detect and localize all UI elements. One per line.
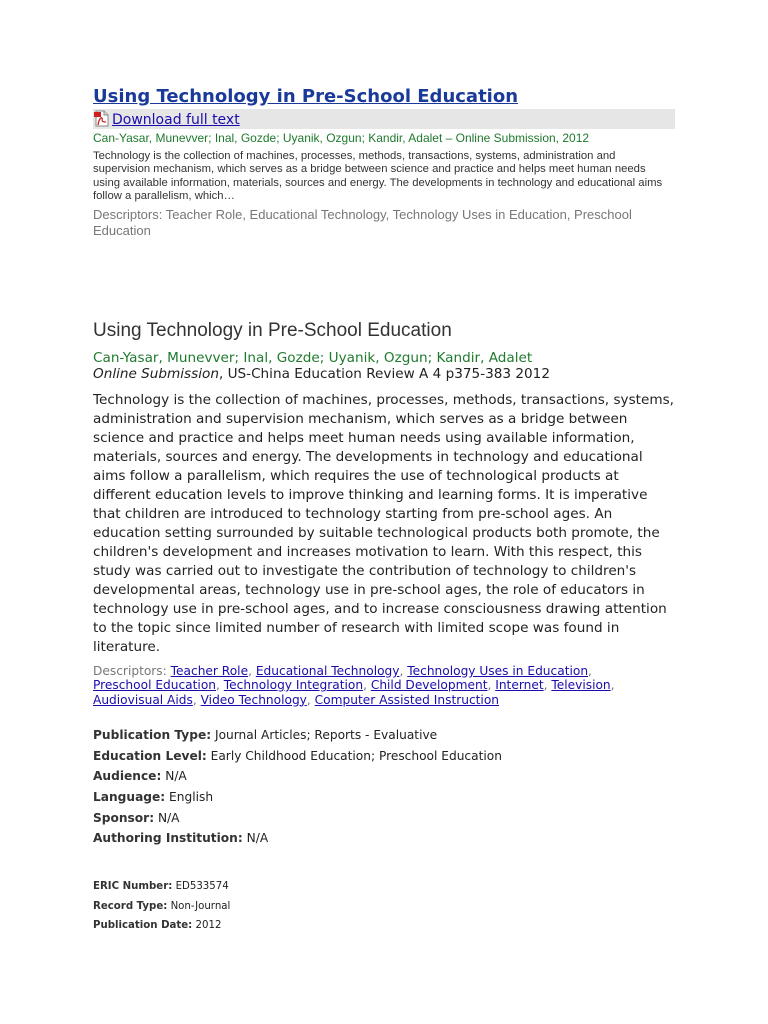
meta-label: Language: <box>93 790 166 805</box>
descriptors-label: Descriptors: <box>93 664 167 678</box>
publication-date <box>93 919 693 939</box>
pdf-icon <box>93 110 110 127</box>
result-descriptors: Descriptors: Teacher Role, Educational Technology, Technology Uses in Education, Preschool Education <box>93 207 632 238</box>
descriptor-link[interactable]: Computer Assisted Instruction <box>314 692 500 707</box>
meta-value: ED533574 <box>175 881 229 892</box>
meta-value: N/A <box>165 769 187 784</box>
record-title: Using Technology in Pre-School Education <box>93 320 452 341</box>
download-full-text-link[interactable]: Download full text <box>112 112 240 128</box>
descriptor-link[interactable]: Technology Integration <box>223 678 364 693</box>
meta-authoring-institution <box>93 830 693 851</box>
descriptor-link[interactable]: Preschool Education <box>93 678 216 693</box>
meta-label: Record Type: <box>93 900 168 912</box>
result-abstract-snippet: Technology is the collection of machines, processes, methods, transactions, systems, administration and supervision mechanism, which serves as a bridge between science and practice and helps meet human needs using available information, materials, sources and energy. The developments in technology and educational aims follow a parallelism, which… <box>93 150 663 202</box>
meta-label: Publication Date: <box>93 920 193 932</box>
meta-label: Authoring Institution: <box>93 831 243 846</box>
meta-label: ERIC Number: <box>93 881 173 892</box>
meta-audience <box>93 768 693 789</box>
source-journal: Online Submission <box>93 366 219 382</box>
source-details: , US-China Education Review A 4 p375-383 2012 <box>218 366 550 382</box>
meta-value: 2012 <box>195 920 222 932</box>
record-descriptors: Descriptors: Teacher Role, Educational Technology, Technology Uses in Education, Preschool Education, Technology Integration, Child Development, Internet, Television, Audiovisual Aids, Video Technology, Computer Assisted Instruction <box>93 664 615 707</box>
record-abstract: Technology is the collection of machines, processes, methods, transactions, systems, administration and supervision mechanism, which serves as a bridge between science and practice and helps meet human needs using available information, materials, sources and energy. The developments in technology and educational aims follow a parallelism, which requires the use of technological products at different education levels to improve thinking and learning forms. It is imperative that children are introduced to technology starting from pre-school ages. An education setting surrounded by suitable technological products both promote, the children's development and increases motivation to learn. With this respect, this study was carried out to investigate the contribution of technology to children's developmental areas, technology use in pre-school ages, the role of educators in technology use in pre-school ages, and to increase consciousness drawing attention to the topic since limited number of research with limited scope was found in literature. <box>93 392 674 655</box>
meta-label: Education Level: <box>93 748 207 763</box>
meta-label: Audience: <box>93 769 162 784</box>
result-title-link[interactable]: Using Technology in Pre-School Education <box>93 86 519 107</box>
meta-publication-type <box>93 727 693 748</box>
meta-value: English <box>169 790 214 805</box>
descriptor-link[interactable]: Internet <box>495 678 544 693</box>
descriptor-link[interactable]: Teacher Role <box>170 664 249 678</box>
meta-education-level <box>93 748 693 769</box>
meta-value: N/A <box>246 831 269 846</box>
meta-value: N/A <box>157 810 180 825</box>
record-source <box>93 366 693 382</box>
meta-label: Publication Type: <box>93 728 212 742</box>
meta-label: Sponsor: <box>93 810 155 825</box>
download-bar <box>93 109 675 129</box>
descriptor-link[interactable]: Child Development <box>370 678 488 693</box>
meta-value: Journal Articles; Reports - Evaluative <box>214 728 438 742</box>
descriptor-link[interactable]: Educational Technology <box>255 664 400 678</box>
meta-value: Non-Journal <box>170 900 231 912</box>
descriptor-link[interactable]: Television <box>551 678 611 693</box>
meta-value: Early Childhood Education; Preschool Education <box>210 748 502 763</box>
eric-number <box>93 880 693 900</box>
meta-language <box>93 789 693 810</box>
result-authors-source: Can-Yasar, Munevver; Inal, Gozde; Uyanik, Ozgun; Kandir, Adalet – Online Submission, 2012 <box>93 131 590 145</box>
record-type <box>93 900 693 920</box>
descriptor-link[interactable]: Audiovisual Aids <box>93 692 193 707</box>
descriptor-link[interactable]: Technology Uses in Education <box>407 664 589 678</box>
record-authors: Can-Yasar, Munevver; Inal, Gozde; Uyanik, Ozgun; Kandir, Adalet <box>93 350 533 366</box>
eric-metadata <box>93 880 693 939</box>
meta-sponsor <box>93 810 693 831</box>
record-metadata <box>93 727 693 851</box>
descriptor-link[interactable]: Video Technology <box>200 692 307 707</box>
